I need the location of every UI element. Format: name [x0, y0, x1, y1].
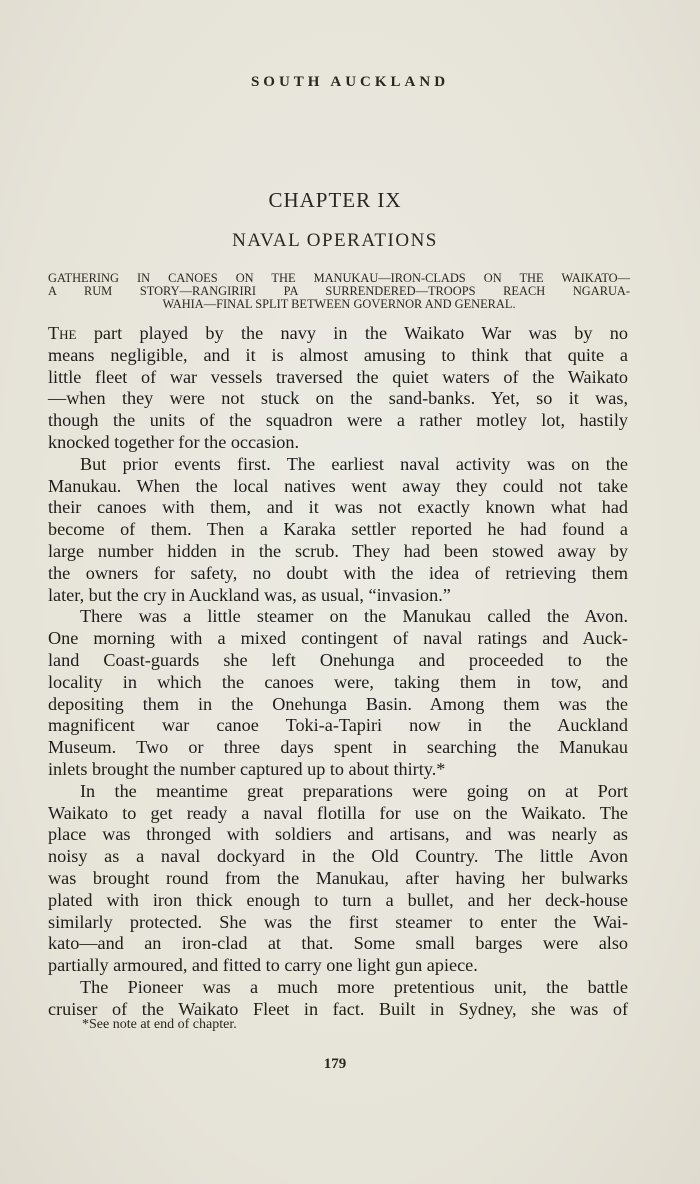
- body-line: kato—and an iron-clad at that. Some small barges were also: [48, 933, 628, 954]
- body-line: later, but the cry in Auckland was, as usual, “invasion.”: [48, 584, 451, 605]
- body-line: become of them. Then a Karaka settler reported he had found a: [48, 519, 628, 540]
- body-line: land Coast-guards she left Onehunga and proceeded to the: [48, 649, 628, 670]
- body-line: magnificent war canoe Toki-a-Tapiri now in the Auckland: [48, 715, 628, 736]
- body-line: the owners for safety, no doubt with the idea of retrieving them: [48, 562, 628, 583]
- body-line: similarly protected. She was the first steamer to enter the Wai-: [48, 911, 628, 932]
- body-line: locality in which the canoes were, taking them in tow, and: [48, 671, 628, 692]
- synopsis-line: GATHERING IN CANOES ON THE MANUKAU—IRON-CLADS ON THE WAIKATO—: [48, 271, 630, 285]
- body-text: [48, 323, 628, 1021]
- body-line: was brought round from the Manukau, after having her bulwarks: [48, 867, 628, 888]
- running-head: SOUTH AUCKLAND: [250, 74, 450, 90]
- body-line: noisy as a naval dockyard in the Old Country. The little Avon: [48, 846, 628, 867]
- body-line: But prior events first. The earliest naval activity was on the: [80, 453, 628, 474]
- body-line: Manukau. When the local natives went away they could not take: [48, 475, 628, 496]
- body-line: means negligible, and it is almost amusing to think that quite a: [48, 344, 628, 365]
- chapter-title: NAVAL OPERATIONS: [232, 230, 438, 251]
- body-line: large number hidden in the scrub. They had been stowed away by: [48, 540, 628, 561]
- page-number: 179: [323, 1056, 347, 1072]
- body-line: In the meantime great preparations were going on at Port: [80, 780, 628, 801]
- body-line: —when they were not stuck on the sand-banks. Yet, so it was,: [48, 388, 628, 409]
- chapter-number: CHAPTER IX: [268, 188, 402, 212]
- body-line: One morning with a mixed contingent of naval ratings and Auck-: [48, 628, 628, 649]
- body-line: place was thronged with soldiers and artisans, and was nearly as: [48, 824, 628, 845]
- synopsis-line: A RUM STORY—RANGIRIRI PA SURRENDERED—TROOPS REACH NGARUA-: [48, 284, 630, 298]
- body-line: partially armoured, and fitted to carry one light gun apiece.: [48, 955, 478, 976]
- body-line: Waikato to get ready a naval flotilla for use on the Waikato. The: [48, 802, 628, 823]
- chapter-synopsis: [48, 272, 630, 311]
- body-line: depositing them in the Onehunga Basin. Among them was the: [48, 693, 628, 714]
- body-line: their canoes with them, and it was not exactly known what had: [48, 497, 628, 518]
- body-line: The part played by the navy in the Waikato War was by no: [48, 323, 628, 343]
- body-line: cruiser of the Waikato Fleet in fact. Built in Sydney, she was of: [48, 998, 628, 1019]
- body-line: There was a little steamer on the Manukau called the Avon.: [80, 606, 628, 627]
- body-line: little fleet of war vessels traversed the quiet waters of the Waikato: [48, 366, 628, 387]
- body-line: inlets brought the number captured up to about thirty.*: [48, 758, 446, 779]
- body-line: knocked together for the occasion.: [48, 431, 299, 452]
- body-line: though the units of the squadron were a rather motley lot, hastily: [48, 410, 628, 431]
- body-line: plated with iron thick enough to turn a bullet, and her deck-house: [48, 889, 628, 910]
- footnote: *See note at end of chapter.: [82, 1017, 237, 1032]
- body-line: The Pioneer was a much more pretentious unit, the battle: [80, 976, 628, 997]
- body-line: Museum. Two or three days spent in searching the Manukau: [48, 737, 628, 758]
- opening-word: The: [48, 323, 77, 343]
- synopsis-line: WAHIA—FINAL SPLIT BETWEEN GOVERNOR AND GENERAL.: [162, 297, 516, 311]
